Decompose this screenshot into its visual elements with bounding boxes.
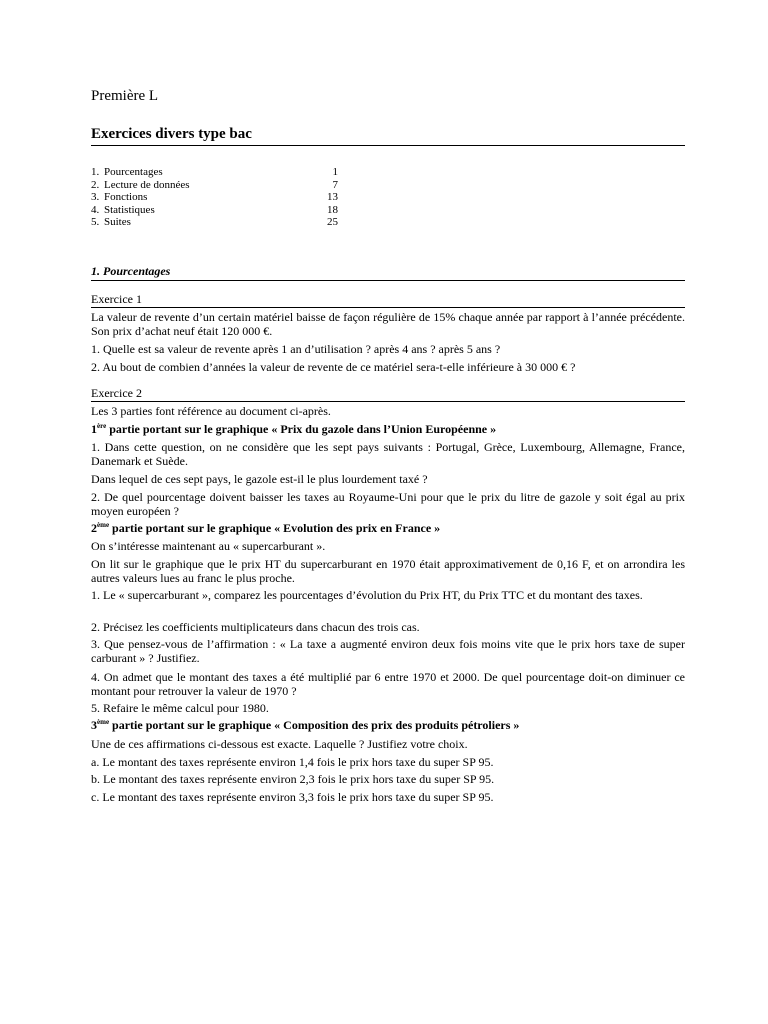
part-1-question-1b: Dans lequel de ces sept pays, le gazole est-il le plus lourdement taxé ?	[91, 472, 428, 486]
class-label: Première L	[91, 88, 159, 104]
part-1-question-1: 1. Dans cette question, on ne considère que les sept pays suivants : Portugal, Grèce, Luxembourg, Allemagne, France, Danemark et Suède.	[91, 440, 685, 468]
part-2-intro: On s’intéresse maintenant au « supercarburant ».	[91, 539, 326, 553]
part-2-question-2: 2. Précisez les coefficients multiplicateurs dans chacun des trois cas.	[91, 620, 420, 634]
part-2-question-4: 4. On admet que le montant des taxes a été multiplié par 6 entre 1970 et 2000. De quel pourcentage doit-on diminuer ce montant pour retrouver la valeur de 1970 ?	[91, 670, 685, 698]
part-2-question-1: 1. Le « supercarburant », comparez les pourcentages d’évolution du Prix HT, du Prix TTC et du montant des taxes.	[91, 588, 643, 602]
section-title: 1. Pourcentages	[91, 264, 171, 278]
toc-item[interactable]: 2. Lecture de données 7	[91, 178, 338, 191]
exercise-2-rule	[91, 401, 685, 402]
part-3-title: 3ème partie portant sur le graphique « Composition des prix des produits pétroliers »	[91, 718, 520, 732]
part-2-question-5: 5. Refaire le même calcul pour 1980.	[91, 701, 269, 715]
part-3-intro: Une de ces affirmations ci-dessous est exacte. Laquelle ? Justifiez votre choix.	[91, 737, 468, 751]
toc-item[interactable]: 4. Statistiques 18	[91, 203, 338, 216]
part-2-intro-2: On lit sur le graphique que le prix HT du supercarburant en 1970 était approximativement de 0,16 F, et on arrondira les autres valeurs lues au franc le plus proche.	[91, 557, 685, 585]
exercise-2-intro: Les 3 parties font référence au document ci-après.	[91, 404, 331, 418]
title-rule	[91, 145, 685, 146]
part-1-title: 1ère partie portant sur le graphique « Prix du gazole dans l’Union Européenne »	[91, 422, 497, 436]
part-2-title: 2ème partie portant sur le graphique « Evolution des prix en France »	[91, 521, 441, 535]
part-2-question-3: 3. Que pensez-vous de l’affirmation : « La taxe a augmenté environ deux fois moins vite que le prix hors taxe de super carburant » ? Justifiez.	[91, 637, 685, 665]
table-of-contents	[91, 166, 338, 229]
part-3-option-c: c. Le montant des taxes représente environ 3,3 fois le prix hors taxe du super SP 95.	[91, 790, 494, 804]
part-3-option-b: b. Le montant des taxes représente environ 2,3 fois le prix hors taxe du super SP 95.	[91, 772, 495, 786]
exercise-2-title: Exercice 2	[91, 386, 142, 400]
toc-item[interactable]: 5. Suites 25	[91, 216, 338, 229]
exercise-1-question-2: 2. Au bout de combien d’années la valeur de revente de ce matériel sera-t-elle inférieure à 30 000 € ?	[91, 360, 576, 374]
exercise-1-title: Exercice 1	[91, 292, 142, 306]
part-1-question-2: 2. De quel pourcentage doivent baisser les taxes au Royaume-Uni pour que le prix du litre de gazole y soit égal au prix moyen européen ?	[91, 490, 685, 518]
part-3-option-a: a. Le montant des taxes représente environ 1,4 fois le prix hors taxe du super SP 95.	[91, 755, 494, 769]
exercise-1-rule	[91, 307, 685, 308]
toc-item[interactable]: 3. Fonctions 13	[91, 191, 338, 204]
exercise-1-intro: La valeur de revente d’un certain matériel baisse de façon régulière de 15% chaque année par rapport à l’année précédente. Son prix d’achat neuf était 120 000 €.	[91, 310, 685, 338]
section-rule	[91, 280, 685, 281]
exercise-1-question-1: 1. Quelle est sa valeur de revente après 1 an d’utilisation ? après 4 ans ? après 5 ans ?	[91, 342, 501, 356]
document-title: Exercices divers type bac	[91, 126, 252, 142]
toc-item[interactable]: 1. Pourcentages 1	[91, 166, 338, 178]
